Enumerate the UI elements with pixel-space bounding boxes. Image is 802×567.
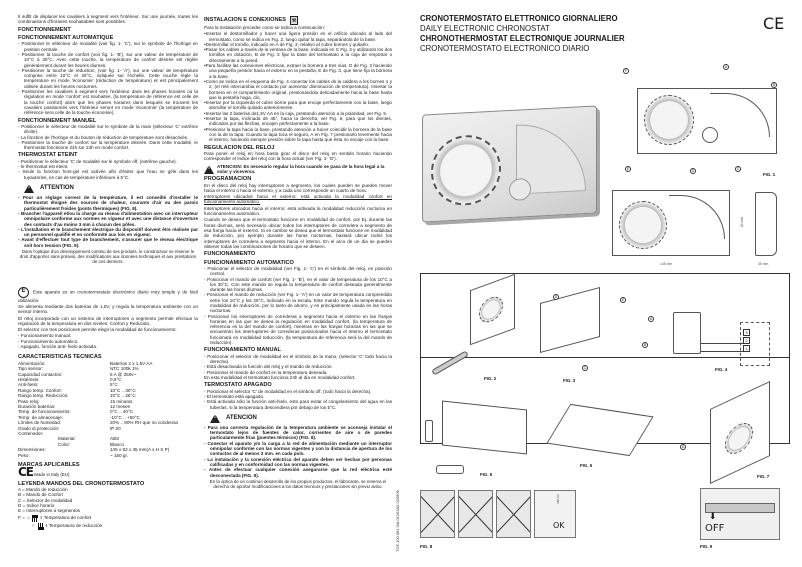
spec-value: ABS bbox=[110, 436, 120, 442]
spec-value: NTC 100k 1% bbox=[110, 366, 139, 372]
installer-icon: ⚒ bbox=[291, 18, 297, 24]
reloj-text: Para poner el reloj en hora basta girar el disco del reloj en sentido horario haciendo corresponder el índice del reloj con la hora actual (ver Fig. 1- 'D'). bbox=[204, 150, 392, 162]
made-in-label: Made in Italy (EU) bbox=[34, 472, 70, 478]
list-item: - Funcionamiento automático. bbox=[18, 339, 198, 344]
func-manual-title: FUNCIONAMIENTO MANUAL bbox=[204, 347, 281, 354]
wire-line bbox=[701, 351, 743, 352]
sun-icon: ☼ bbox=[26, 515, 31, 521]
terminal-1: 1 bbox=[743, 345, 750, 352]
legend-item: C = Selector de modalidad bbox=[18, 497, 73, 503]
product-photo bbox=[422, 105, 597, 222]
document-code: TCE 100 081 0M 01263A0 020909 bbox=[395, 490, 400, 552]
spec-value: 5 A @ 250v~ bbox=[110, 371, 137, 377]
dim-width: 145 mm bbox=[660, 262, 673, 266]
ce-mark-icon: CE bbox=[18, 465, 34, 480]
section-title-manuel: FONCTIONNEMENT MANUEL bbox=[18, 117, 97, 124]
ce-mark-icon: CE bbox=[763, 14, 785, 33]
prog-text-1: En el disco del reloj hay interruptores a segmento, los cuales pueden se pueden mover hacia el interno o hacia el externo, y a cada uno corresponde un cuarto de hora. bbox=[204, 182, 392, 193]
es-intro-3: El reloj incorporado con un sistema de interruptores a segmento permite efectuar la regulación de la temperatura en dos niveles: Confort y Reducido. bbox=[18, 315, 198, 326]
list-item: - Posicionar los interruptores de correderas a segmento hacia el externo en las franjas horarias en las que se desea la regulación en modalidad confort, (la temperatura de referencia es la del mando de confort), mientras en las franjas horarias en las que se encuentran los interruptores de correderas posicionados hacia el interno el termostato funcionará en modalidad reducción, (la temperatura de referencia será la del mando de reducción). bbox=[204, 314, 392, 346]
spec-value: 5°C bbox=[110, 382, 118, 388]
thermometer-icon: ŧ bbox=[40, 515, 42, 521]
language-badge-icon: E bbox=[18, 287, 29, 298]
spec-key: Anti-hielo: bbox=[18, 382, 39, 388]
ok-label: OK bbox=[553, 521, 565, 530]
list-item: • Insertar por la izquierda el cubre borne para que encaje perfectamente con la base, luego atornillar el tornillo quitado anteriormente. bbox=[204, 100, 392, 111]
callout-b: B bbox=[643, 343, 647, 347]
intro-text: Il suffit de déplacer les cavaliers à segment vers l'intérieur. Sur une journée, toutes les combinaisons d'horaires souhaitables sont possibles. bbox=[18, 14, 198, 25]
callout-c: C bbox=[736, 167, 740, 171]
battery-icon bbox=[436, 465, 464, 474]
es-intro-4: El selector con tres posiciones permite elegir la modalidad de funcionamiento: bbox=[18, 327, 177, 333]
attention-header bbox=[24, 184, 198, 193]
func-manual-note: En esta modalidad el termostato funciona 24h al día en modalidad confort. bbox=[204, 374, 356, 380]
title-french: CHRONOTHERMOSTAT ELECTRONIQUE JOURNALIER bbox=[420, 34, 625, 43]
section-title-auto: FONCTIONNEMENT AUTOMATIQUE bbox=[18, 35, 114, 41]
legend-item: B = Mando de Confort bbox=[18, 492, 64, 498]
spec-key: Material: bbox=[58, 436, 76, 442]
list-item: • Insertar la tapa, inclinada de 45°, hacia la derecha, ver Fig. 6, para que los dientes, indicados por las flechas, encajen perfectamente a la base. bbox=[204, 116, 392, 127]
dim-height: 82 mm bbox=[740, 216, 745, 228]
placement-correct bbox=[534, 490, 576, 538]
attention-note: Dans l'optique d'un développement continu de ses produits, le constructeur se réserve le droit d'apporter sans préavis, des modifications aux données techniques et aux prestations de ces derniers. bbox=[19, 249, 197, 265]
spec-key: Rango temp. Confort: bbox=[18, 387, 62, 393]
power-off-illustration bbox=[700, 488, 780, 540]
mode-selector-icon bbox=[509, 178, 531, 201]
reloj-title: REGULACION DEL RELOJ bbox=[204, 144, 275, 151]
callout-d: D bbox=[691, 169, 695, 173]
auto-list bbox=[18, 41, 198, 115]
battery-icon bbox=[425, 420, 433, 442]
spec-key: Rango temp. Reducción: bbox=[18, 393, 69, 399]
apagado-list bbox=[204, 389, 392, 410]
warning-triangle-icon bbox=[210, 414, 220, 423]
callout-a: A bbox=[649, 317, 653, 321]
atencion-header bbox=[210, 414, 392, 423]
spec-key: Alimentación: bbox=[18, 360, 46, 366]
list-item: - L'installation et le branchement électrique du dispositif doivent être réalisés par un personnel qualifié et en conformité aux lois en vigueur. bbox=[18, 227, 198, 238]
list-item: • Presionar la tapa hacia la base, prestando atención a hacer coincidir la bornera de la base con la de la tapa; Cuando la tapa toca el seguro, A en Fig. 7 presionarlo levemente hacia el interno, haciendo siempre presión sobre la tapa hasta que ésta no encaje con la base. bbox=[204, 127, 392, 143]
list-item: - Está desactivada la función del reloj y el mando de reducción. bbox=[204, 364, 392, 369]
prog-text-3: Interruptores ubicados hacia el interno: está activada la modalidad reducción nocturna en funcionamiento automático. bbox=[204, 205, 392, 217]
list-item: - Positionner les cavaliers à segment vers l'extérieur dans les phases horaires où la régulation en mode 'confort' est souhaitée, (la température de référence est celle de la touche confort) alors que les phases horaires dans lesquels se trouvent les cavaliers positionnés vers l'intérieur seront en mode 'économie' (la température de référence sera celle de la touche économie). bbox=[18, 89, 198, 115]
dim-depth: 35 mm bbox=[758, 262, 769, 266]
specs-title: CARACTERISTICAS TECNICAS bbox=[18, 354, 102, 361]
section-title-fonctionnement: FONCTIONNEMENT bbox=[18, 26, 71, 33]
callout-d: D bbox=[554, 295, 558, 299]
es-intro-2: Se alimenta mediante dos baterías de 1,5V, y regula la temperatura ambiente con un sensor interno. bbox=[18, 303, 198, 315]
list-item: • Insertar el destornillador y hacer una ligera presión en el orificio ubicado al lado del termostato, como se indica en Fig. 2, luego quitar la tapa, separándola de la base. bbox=[204, 31, 392, 42]
prog-title: PROGRAMACION bbox=[204, 176, 252, 183]
list-item: • Destornillar el tornillo, indicado en A de Fig. 3, relativo al cubre bornes y quitarlo. bbox=[204, 42, 392, 47]
spec-value: ~ 160 gr. bbox=[110, 452, 129, 458]
attention-title: ATTENTION bbox=[40, 184, 74, 191]
mount-height: 150 cm bbox=[555, 494, 560, 504]
wiring-diagram bbox=[740, 322, 770, 366]
es-modes-list bbox=[18, 333, 198, 349]
func-auto-title: FUNCIONAMIENTO AUTOMATICO bbox=[204, 259, 294, 266]
attention-list bbox=[18, 195, 198, 248]
title-spanish: CRONOTERMOSTATO ELECTRONICO DIARIO bbox=[420, 44, 590, 53]
reloj-warning: ! ATENCION: Es necesario regular la hora cuando se pasa de la hora legal a la solar y viceversa. bbox=[204, 164, 392, 175]
list-item: - Apagado, función anti- hielo activada. bbox=[18, 344, 198, 349]
list-item: - Está activada sólo la función anti-hielo, esto para evitar el congelamiento del agua en las tuberías, si la temperatura descendiera por debajo de los 5°C. bbox=[204, 399, 392, 410]
segment-out-icon bbox=[32, 515, 38, 522]
specs-table bbox=[18, 361, 198, 458]
spec-value: 15 minutos bbox=[110, 398, 133, 404]
fig5-drawing bbox=[442, 401, 527, 455]
thermometer-icon: ŧ bbox=[45, 523, 47, 529]
list-item: - Seule la fonction hors-gel est activée afin d'éviter que l'eau ne gèle dans les tuyauteries, en cas de température inférieure à 5°C. bbox=[18, 169, 198, 180]
spec-key: Temp. de funcionamiento: bbox=[18, 409, 71, 415]
knob-arc bbox=[669, 195, 725, 239]
placement-wrong-window bbox=[458, 490, 493, 538]
list-item: - Para una correcta regulación de la temperatura ambiente se aconseja instalar el termostato lejos de fuentes de calor, corrientes de aire o de paredes particularmente frías (puentes térmicos) (FIG. 8). bbox=[204, 425, 392, 441]
list-item: - Posicionar el mando de reducción (ver Fig. 1- 'A') en un valor de temperatura comprendido entre los 10°C y los 26°C, indicado en la escala. Este mando regula la temperatura en modalidad de reducción, por lo tanto de ahorro, y es principalmente usada en las horas nocturnas. bbox=[204, 292, 392, 313]
list-item: • Pasar los cables a través de la ventana de la base, indicada en C Fig. 3 y utilizando los dos tornillos en dotación, B de Fig. 3 fijar la base del termostato a la caja de empotrar o directamente a la pared. bbox=[204, 47, 392, 63]
list-item: - Avant d'effectuer tout type de branchement, s'assurer que le réseau électrique soit hors tension (FIG. 9). bbox=[18, 237, 198, 248]
legend-item-f1: F = ☼ ŧ Temperatura de confort bbox=[18, 515, 92, 521]
eteint-list bbox=[18, 159, 198, 180]
legend-item-f2: ☾ ŧ Temperatura de reducción bbox=[32, 523, 103, 529]
title-italian: CRONOTERMOSTATO ELETTRONICO GIORNALIERO bbox=[420, 14, 618, 23]
list-item: • Como se indica en el esquema de Fig. 4 conectar los cables de la caldera a los bornes 1 y 2, (el relé intercambia el contacto por aumento/ disminución de temperatura). Insertar la bornera en el compartimiento original, presionándola delicadamente hacia la base hasta que la pestaña haga, clic. bbox=[204, 79, 392, 100]
segment-in-icon bbox=[38, 523, 44, 530]
placement-wrong-radiator bbox=[496, 490, 531, 538]
func-title: FUNCIONAMIENTO bbox=[204, 251, 256, 258]
list-item: • Para facilitar las conexiones eléctricas, extraer la bornera a tres vías, D de Fig. 3 haciendo una pequeña presión hacia el externo en la pestaña, E de Fig. 3, que tiene fija la bornera a la base. bbox=[204, 63, 392, 79]
spec-key: Contenedor: bbox=[18, 430, 44, 436]
warning-triangle-icon bbox=[24, 184, 34, 193]
selector-icon bbox=[702, 127, 718, 143]
off-label: OFF bbox=[705, 523, 725, 534]
list-item: - Conectar el aparato y/o la carga a la red de alimentación mediante un interruptor omnipolar conforme con las normas vigentes y con la distancia de apertura de los contactos de al menos 3 mm. en cada polo. bbox=[204, 441, 392, 457]
arrow-down-icon: ⬇ bbox=[709, 511, 717, 521]
es-intro: E Este aparato es un cronotermostato electrónico diario muy simple y de fácil utilización. bbox=[18, 288, 198, 303]
apagado-title: TERMOSTATO APAGADO bbox=[204, 382, 272, 389]
list-item: - le thermostat est éteint. bbox=[18, 164, 198, 169]
list-item: - La instalación y la conexión eléctrica del aparato deben ser hechas por personas calificadas y en conformidad con las normas vigentes. bbox=[204, 457, 392, 468]
spec-key: Paso reloj: bbox=[18, 398, 40, 404]
callout-c: C bbox=[583, 366, 587, 370]
left-column bbox=[18, 14, 198, 530]
func-auto-list bbox=[204, 266, 392, 345]
terminal-3: 3 bbox=[743, 329, 750, 336]
install-title: INSTALACION E CONEXIONES bbox=[204, 17, 286, 24]
leyenda-list bbox=[18, 487, 198, 529]
spec-key: Tipo sensor: bbox=[18, 366, 44, 372]
callout-e: E bbox=[621, 298, 625, 302]
fig2-label: FIG. 2 bbox=[484, 376, 497, 381]
fig1-diagram bbox=[637, 88, 777, 154]
spec-key: Histéresis: bbox=[18, 376, 40, 382]
list-item: - Pour un réglage correct de la température, il est conseillé d'installer le thermostat éloigné des sources de chaleur, courants d'air ou des parois particulièrement froides (ponts thermiques) (FIG. 8). bbox=[18, 195, 198, 211]
fig1-label: FIG. 1 bbox=[763, 172, 776, 177]
fig9-label: FIG. 9 bbox=[700, 544, 713, 549]
warning-triangle-icon bbox=[204, 165, 214, 174]
spec-value: 145 x 82 x 35 mm(A x H X P) bbox=[110, 447, 170, 453]
spec-key: Duración baterías: bbox=[18, 403, 56, 409]
spec-value: Baterías 2 x 1,5V AA bbox=[110, 360, 153, 366]
list-item: - Posicionar el selector de modalidad en el símbolo de la mano, (selector 'C' todo hacia la derecha). bbox=[204, 354, 392, 365]
callout-f: F bbox=[624, 69, 628, 73]
spec-key: Límites de humedad: bbox=[18, 420, 61, 426]
spec-key: Capacidad contactos: bbox=[18, 371, 63, 377]
list-item: - Positionner la touche de confort sur la température désirée. Dans cette modalité, le thermostat fonctionne 24h sur 24h en mode confort. bbox=[18, 140, 198, 151]
list-item: - El termostato está apagado. bbox=[204, 394, 392, 399]
list-item: - Positionner le sélecteur de modalité sur le symbole de la main (sélecteur 'C' extrême droite). bbox=[18, 124, 198, 135]
install-header bbox=[204, 16, 392, 25]
atencion-list bbox=[204, 425, 392, 478]
fig5-label: FIG. 5 bbox=[480, 472, 493, 477]
front-dimension-drawing bbox=[612, 190, 730, 256]
callout-a: A bbox=[681, 445, 685, 449]
callout-b: B bbox=[772, 83, 776, 87]
callout-e: E bbox=[626, 167, 630, 171]
atencion-title: ATENCION bbox=[226, 414, 257, 421]
spec-value: 10°C .. 26°C bbox=[110, 393, 136, 399]
callout-a: A bbox=[724, 65, 728, 69]
list-item: - Positionner le sélecteur de modalité (voir fig. 1- 'C'), sur le symbole de l'horloge en position centrale. bbox=[18, 41, 198, 52]
legend-item: D = Indice horario bbox=[18, 503, 55, 509]
side-dimension-drawing bbox=[755, 192, 777, 256]
manuel-list bbox=[18, 124, 198, 150]
boiler-icon bbox=[673, 312, 701, 354]
spec-value: -10°C .. +50°C bbox=[110, 414, 140, 420]
clock-dial-icon bbox=[479, 293, 503, 326]
fig4-label: FIG. 4 bbox=[715, 367, 728, 372]
spec-value: 10°C .. 30°C bbox=[110, 387, 136, 393]
leyenda-title: LEYENDA MANDOS DEL CRONOTERMOSTATO bbox=[18, 480, 145, 487]
wire-line bbox=[701, 343, 743, 344]
spec-value: 0,5°C bbox=[110, 376, 122, 382]
list-item: - Antes de efectuar cualquier conexión asegurarse que la red eléctrica esté desconectada (FIG. 9). bbox=[204, 467, 392, 478]
middle-column bbox=[204, 14, 392, 489]
clock-dial-icon bbox=[619, 201, 667, 249]
spec-key: Dimensiones: bbox=[18, 447, 46, 453]
list-item: - Positionner la touche de réduction, (voir fig. 1- 'A'), sur une valeur de température comprise entre 10°C et 26°C, indiquée sur l'échelle. Cette touche règle la température en mode 'économie' (réduction de température) et est principalement utilisée durant les heures nocturnes. bbox=[18, 68, 198, 89]
list-item: • Insertar las 2 baterías de1,5V AA en la caja, prestando atención a la polaridad, ver Fig. 5. bbox=[204, 111, 392, 116]
fig6-label: FIG. 6 bbox=[580, 463, 593, 468]
spec-value: 0°C .. 40°C bbox=[110, 409, 134, 415]
title-english: DAILY ELECTRONIC CHRONOSTAT bbox=[420, 24, 550, 33]
list-item: - La fonction de l'horloge et du bouton de réduction de température sont désactivés. bbox=[18, 135, 198, 140]
install-list bbox=[204, 31, 392, 142]
spec-value: 12 meses bbox=[110, 403, 130, 409]
spec-key: Color: bbox=[58, 441, 71, 447]
fig7-label: FIG. 7 bbox=[757, 474, 770, 479]
clock-dial-icon bbox=[644, 95, 694, 145]
list-item: - Positionner la touche de confort (voir fig. 1- 'B'), sur une valeur de température de 10°C à 30°C. Avec cette touche, la température de confort désirée est réglée généralement durant les heures diurnes. bbox=[18, 52, 198, 68]
list-item: - Positionner le sélecteur 'C' de modalité sur le symbole off, (extrême gauche). bbox=[18, 159, 198, 164]
placement-wrong-door bbox=[420, 490, 455, 538]
list-item: - Posicionar el selector de modalidad (ver Fig. 1- 'C') en el símbolo del reloj, en posición central. bbox=[204, 266, 392, 277]
legend-item: A = Mando de reducción bbox=[18, 487, 68, 493]
terminal-2: 2 bbox=[743, 337, 750, 344]
knob-arc bbox=[710, 93, 770, 137]
list-item: - Brancher l'appareil et/ou la charge au réseau d'alimentation avec un interrupteur omnipolaire conforme aux normes en vigueur et avec une distance d'ouverture des contacts d'au moins 3 mm à chacun des pôles. bbox=[18, 211, 198, 227]
list-item: - Posicionar el mando de confort (ver Fig. 1- 'B'), en el valor de temperatura de los 10°C a los 30°C. Con este mando se regula la temperatura de confort deseada generalmente durante las horas diurnas. bbox=[204, 277, 392, 293]
spec-value: Blanco bbox=[110, 441, 125, 447]
list-item: - Posicionar el selector 'C' de modalidad en el símbolo off, (todo hacia la derecha). bbox=[204, 389, 392, 394]
list-item: - Funcionamiento manual. bbox=[18, 333, 198, 338]
section-title-eteint: THERMOSTAT ETEINT bbox=[18, 152, 78, 159]
list-item: - Posicionar el mando de confort en la temperatura deseada. bbox=[204, 370, 392, 375]
spec-value: IP 20 bbox=[110, 425, 121, 431]
title-block bbox=[420, 14, 792, 54]
legend-item: E = Interruptores a segmentos bbox=[18, 508, 80, 514]
prog-text-2: Interruptores ubicados hacia el externo: está activada la modalidad confort en funcionamiento automático. bbox=[204, 194, 392, 205]
spec-key: Temp. de almacenaje: bbox=[18, 414, 63, 420]
clock-dial-icon bbox=[431, 133, 501, 207]
spec-value: 20% .. 80% RH que no condensa bbox=[110, 420, 178, 426]
clock-dial-icon bbox=[725, 418, 753, 459]
install-intro: Para la instalación proceder como se indica a continuación: bbox=[204, 25, 326, 30]
fig8-label: FIG. 8 bbox=[420, 544, 433, 549]
fig3-label: FIG. 3 bbox=[563, 378, 576, 383]
spec-key: Peso: bbox=[18, 452, 30, 458]
func-manual-list bbox=[204, 354, 392, 375]
atencion-note: En la óptica de un continuo desarrollo de los propios productos, el fabricante, se reserva el derecho de aportar modificaciones a los datos técnicos y prestaciones sin previo aviso. bbox=[209, 478, 387, 490]
marcas-title: MARCAS APLICABLES bbox=[18, 462, 80, 469]
spec-key: Grado di protección: bbox=[18, 425, 60, 431]
prog-text-4: Cuando se desea que el termostato funcione en modalidad de confort, por Ej. durante las horas diurnas, será necesario ubicar todos los interruptores de corredera a segmento de esa franja hacia el externo. Si en cambio se desea que el termostato funcione en modalidad de reducción, por ejemplo durante las horas nocturnas, bastará ubicar todos los interruptores de corredera a segmento hacia el interno. En el arco de un día se pueden obtener todas las combinaciones de horario que se deseen. bbox=[204, 217, 392, 249]
moon-icon: ☾ bbox=[32, 523, 36, 529]
